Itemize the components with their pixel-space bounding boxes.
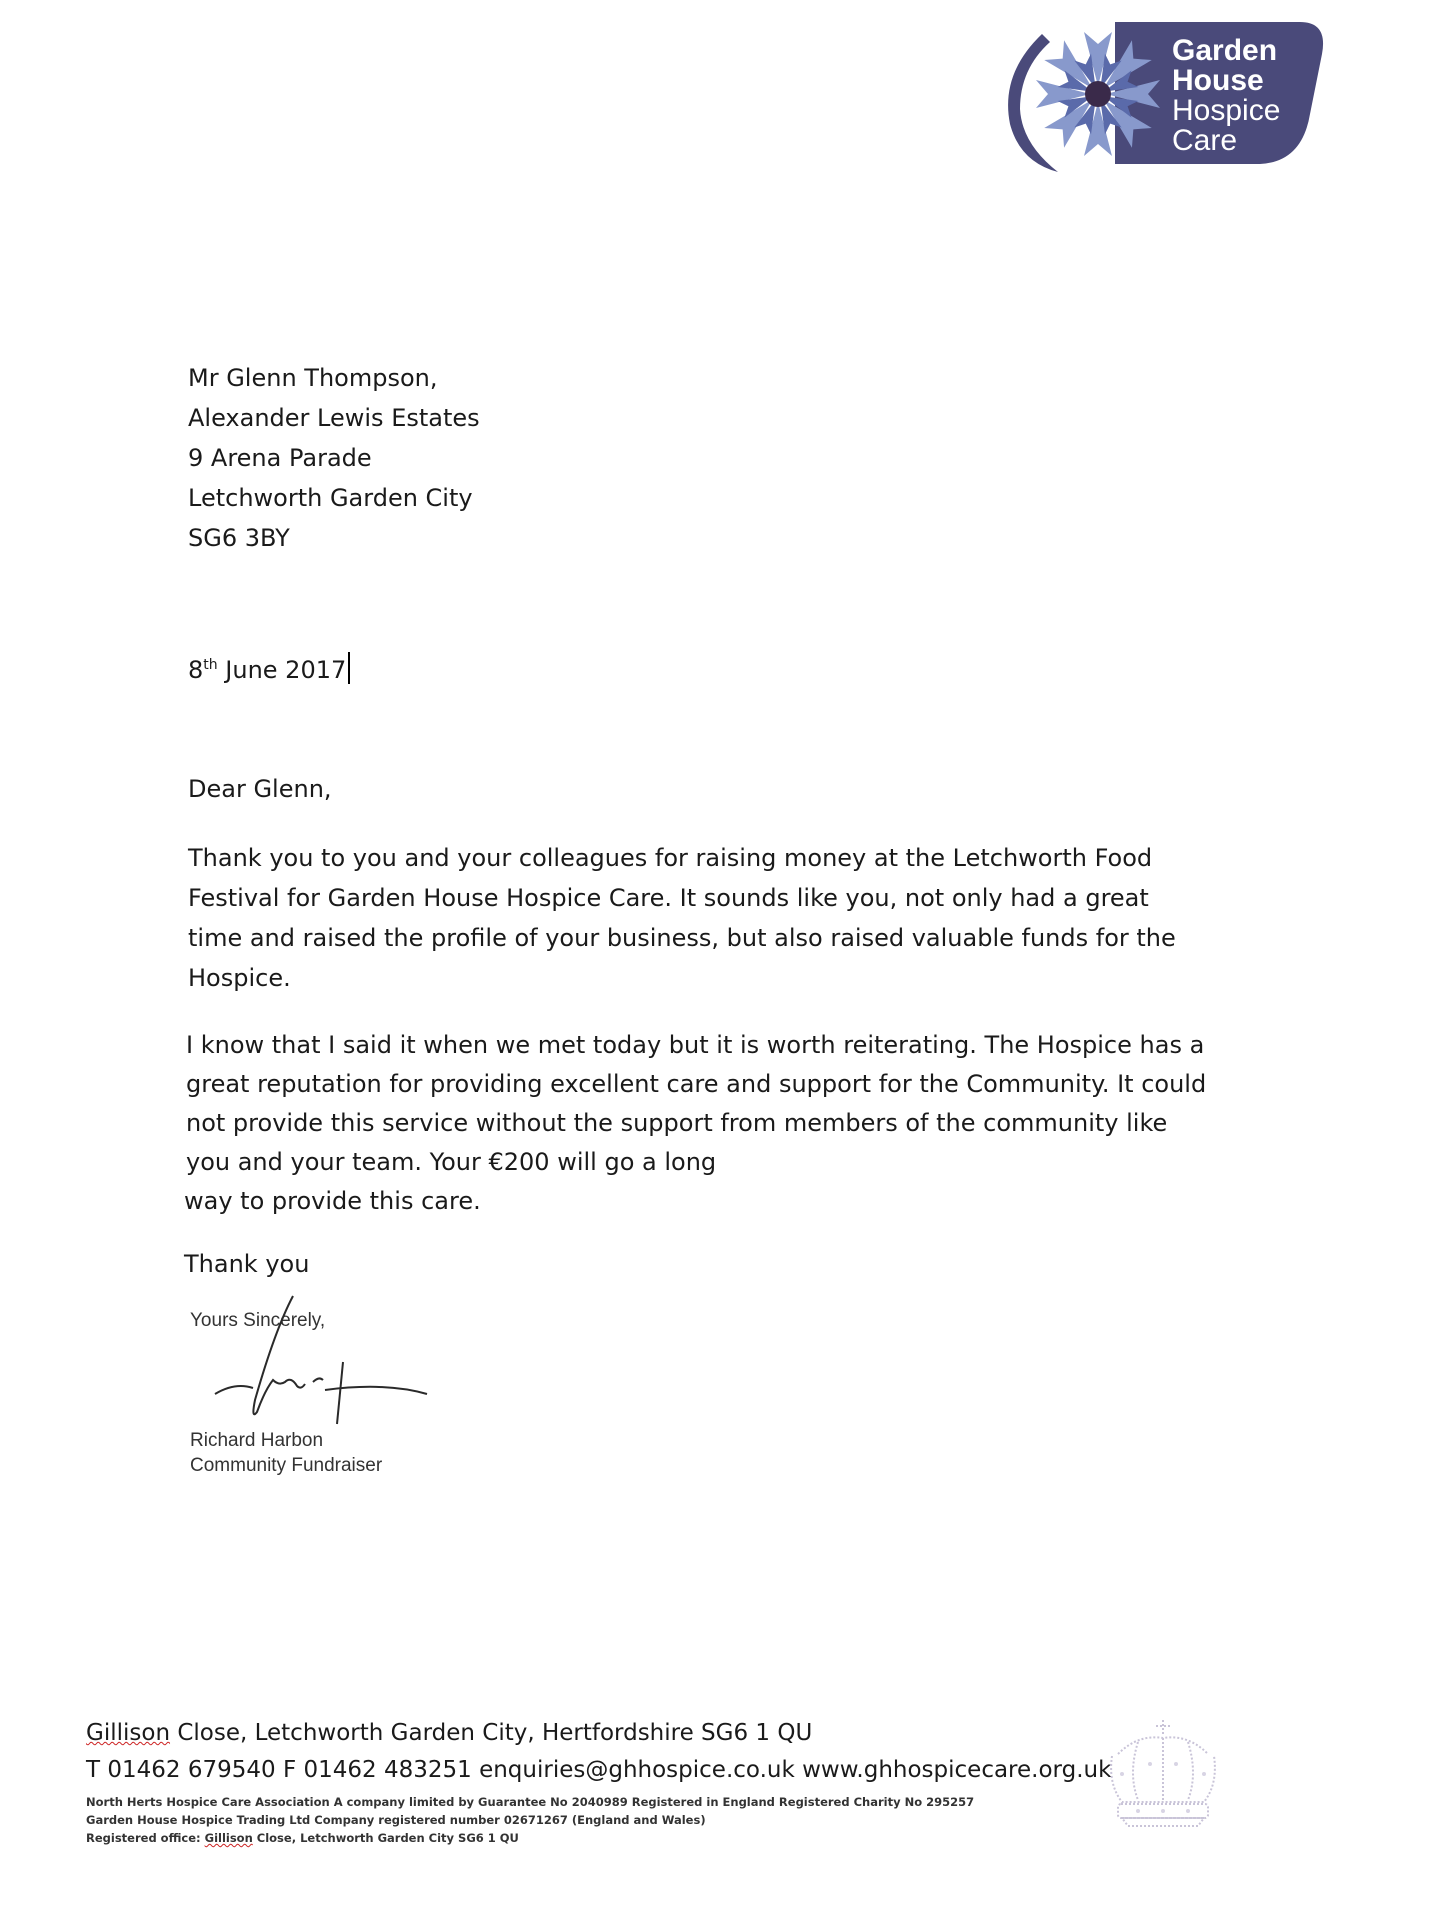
paragraph-2-line: great reputation for providing excellent care and support for the Community. It could	[186, 1070, 1207, 1098]
footer-legal-prefix: Registered office:	[86, 1831, 205, 1845]
paragraph-1-line: time and raised the profile of your business, but also raised valuable funds for the	[188, 924, 1176, 952]
thank-you: Thank you	[184, 1250, 310, 1278]
signer-title: Community Fundraiser	[190, 1455, 383, 1476]
footer-legal-line: North Herts Hospice Care Association A company limited by Guarantee No 2040989 Registered in England Registered Charity No 295257	[86, 1795, 975, 1809]
paragraph-2-line: I know that I said it when we met today but it is worth reiterating. The Hospice has a	[186, 1031, 1205, 1059]
footer-legal-word: Gillison	[204, 1831, 253, 1845]
logo-word-care: Care	[1172, 124, 1238, 157]
paragraph-2-line: you and your team. Your €200 will go a long	[186, 1148, 717, 1176]
logo-word-house: House	[1172, 64, 1264, 97]
signer-block	[190, 1428, 382, 1478]
closing: Yours Sincerely,	[190, 1310, 326, 1331]
recipient-postcode: SG6 3BY	[188, 524, 290, 552]
footer-address-word: Gillison	[86, 1720, 171, 1746]
handwritten-signature-icon	[205, 1290, 445, 1430]
footer-contact: T 01462 679540 F 01462 483251 enquiries@ghhospice.co.uk www.ghhospicecare.org.uk	[86, 1757, 1112, 1783]
paragraph-2	[186, 1026, 1266, 1221]
logo-word-hospice: Hospice	[1172, 94, 1281, 127]
garden-house-logo	[980, 14, 1330, 179]
paragraph-1-line: Thank you to you and your colleagues for raising money at the Letchworth Food	[188, 844, 1153, 872]
paragraph-1-line: Hospice.	[188, 964, 291, 992]
text-cursor	[348, 652, 350, 684]
recipient-name: Mr Glenn Thompson,	[188, 364, 438, 392]
paragraph-1-line: Festival for Garden House Hospice Care. It sounds like you, not only had a great	[188, 884, 1149, 912]
recipient-street: 9 Arena Parade	[188, 444, 372, 472]
date-day: 8	[188, 656, 204, 684]
recipient-address	[188, 358, 480, 558]
crown-crest-icon	[1098, 1714, 1228, 1830]
date-rest: June 2017	[217, 656, 347, 684]
paragraph-2-line: way to provide this care.	[184, 1187, 481, 1215]
footer-address	[86, 1720, 812, 1746]
date-suffix: th	[203, 657, 218, 673]
recipient-company: Alexander Lewis Estates	[188, 404, 480, 432]
salutation: Dear Glenn,	[188, 775, 332, 803]
letter-date	[188, 652, 350, 684]
recipient-town: Letchworth Garden City	[188, 484, 473, 512]
paragraph-2-line: not provide this service without the support from members of the community like	[186, 1109, 1168, 1137]
footer-address-rest: Close, Letchworth Garden City, Hertfordshire SG6 1 QU	[170, 1720, 813, 1746]
logo-word-garden: Garden	[1172, 34, 1278, 67]
footer-legal-rest: Close, Letchworth Garden City SG6 1 QU	[252, 1831, 519, 1845]
paragraph-1	[188, 838, 1248, 998]
footer-legal-line	[86, 1829, 974, 1847]
signer-name: Richard Harbon	[190, 1430, 324, 1451]
footer-legal	[86, 1793, 974, 1847]
footer-legal-line: Garden House Hospice Trading Ltd Company registered number 02671267 (England and Wales)	[86, 1813, 706, 1827]
